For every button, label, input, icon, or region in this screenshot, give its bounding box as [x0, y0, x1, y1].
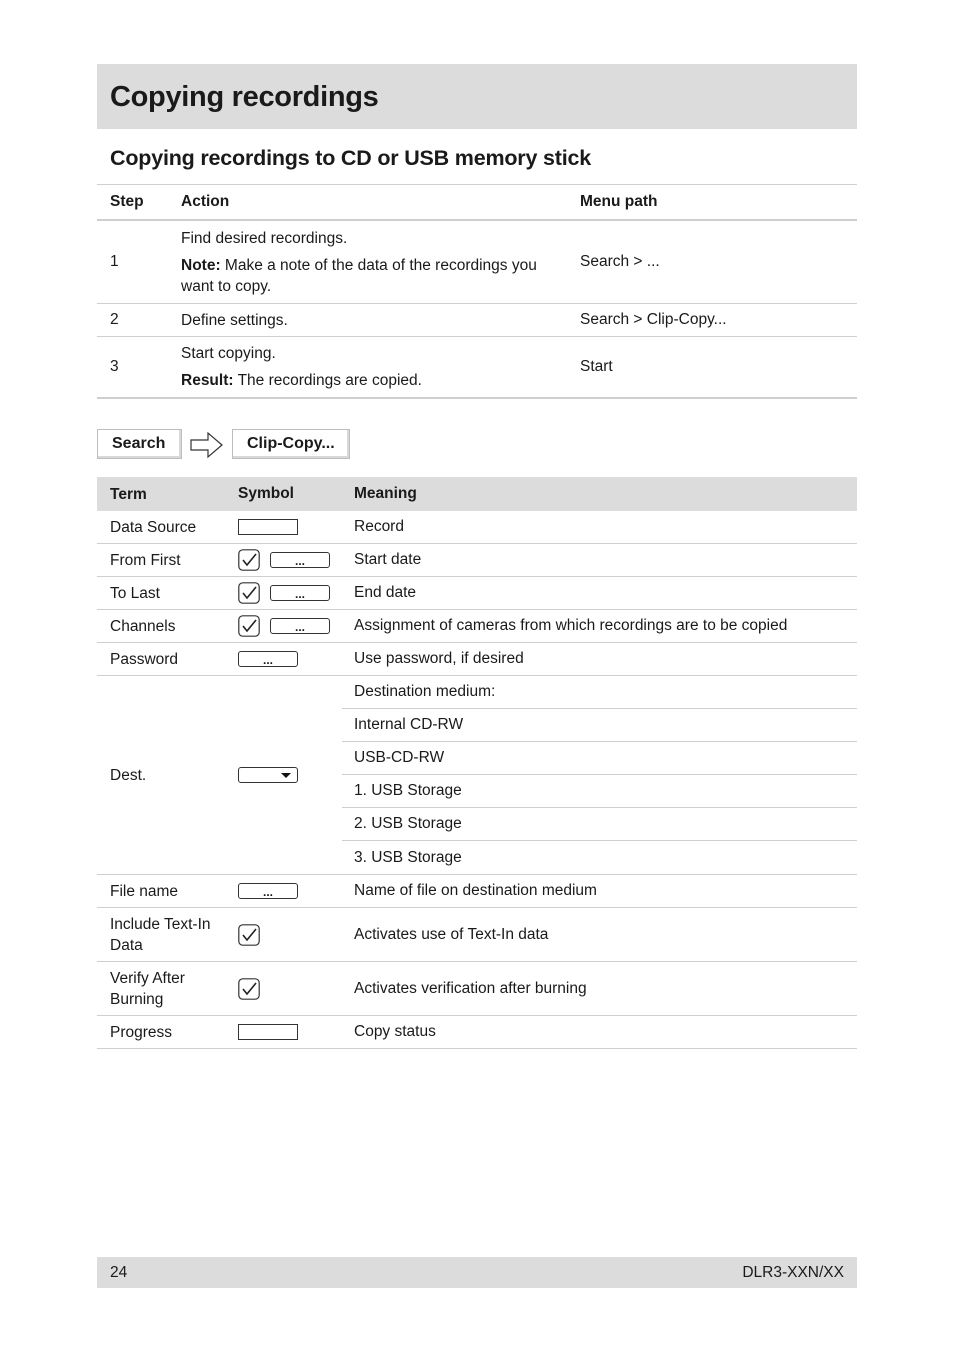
dest-option: Internal CD-RW — [342, 709, 857, 742]
steps-table — [97, 184, 857, 399]
result-body: The recordings are copied. — [237, 372, 422, 389]
result-label: Result: — [181, 372, 234, 389]
symbol — [225, 549, 342, 571]
note-text — [181, 255, 557, 297]
ellipsis-button-symbol — [238, 651, 298, 667]
field-symbol — [238, 1024, 298, 1040]
term: Progress — [110, 1023, 173, 1041]
header-term: Term — [110, 485, 147, 503]
step-menu-path: Search > ... — [580, 253, 660, 270]
model-number: DLR3-XXN/XX — [742, 1264, 844, 1281]
checkbox-icon — [238, 615, 260, 637]
symbol — [225, 676, 342, 874]
dropdown-symbol — [238, 767, 298, 783]
table-row — [97, 577, 857, 610]
term: Dest. — [110, 766, 147, 784]
checkbox-icon — [238, 924, 260, 946]
symbol — [225, 615, 342, 637]
meaning: Use password, if desired — [354, 650, 524, 667]
meaning: Name of file on destination medium — [354, 882, 597, 899]
dest-option: 2. USB Storage — [342, 808, 857, 841]
table-row — [97, 544, 857, 577]
term: Password — [110, 650, 179, 668]
table-row — [97, 610, 857, 643]
step-action — [181, 228, 567, 297]
header-meaning: Meaning — [354, 485, 417, 502]
section-title: Copying recordings to CD or USB memory stick — [110, 146, 592, 170]
table-row — [97, 908, 857, 962]
symbol — [225, 651, 342, 667]
terms-table — [97, 477, 857, 1049]
symbol — [225, 978, 342, 1000]
symbol — [225, 883, 342, 899]
crumb-clip-copy: Clip-Copy... — [232, 429, 350, 459]
note-label: Note: — [181, 256, 221, 274]
term: File name — [110, 882, 179, 900]
header-symbol: Symbol — [238, 485, 294, 502]
result-text — [181, 370, 557, 391]
checkbox-icon — [238, 549, 260, 571]
step-menu-path: Start — [580, 358, 613, 375]
page-footer — [97, 1257, 857, 1288]
table-row-dest — [97, 676, 857, 875]
meaning: Record — [354, 518, 404, 535]
checkbox-icon — [238, 978, 260, 1000]
meaning: End date — [354, 584, 417, 601]
checkbox-icon — [238, 582, 260, 604]
steps-header — [97, 184, 857, 221]
symbol — [225, 1024, 342, 1040]
table-row — [97, 643, 857, 676]
term: Data Source — [110, 518, 197, 536]
page-title: Copying recordings — [110, 81, 379, 113]
field-symbol — [238, 519, 298, 535]
table-row — [97, 962, 857, 1016]
action-text: Define settings. — [181, 311, 288, 329]
term: Include Text-In Data — [110, 915, 211, 954]
meaning: Copy status — [354, 1023, 436, 1040]
meaning: Start date — [354, 551, 422, 568]
dest-option: 1. USB Storage — [342, 775, 857, 808]
meaning: Assignment of cameras from which recordings are to be copied — [354, 617, 788, 634]
action-text: Start copying. — [181, 345, 276, 362]
header-menu-path: Menu path — [580, 193, 658, 210]
dest-option: 3. USB Storage — [354, 848, 462, 866]
ellipsis-button-symbol — [270, 585, 330, 601]
term: From First — [110, 551, 181, 569]
header-step: Step — [110, 193, 144, 210]
action-text: Find desired recordings. — [181, 229, 348, 247]
meaning: Activates use of Text-In data — [354, 925, 549, 943]
table-row — [97, 1016, 857, 1049]
header-action: Action — [181, 193, 230, 210]
arrow-right-icon — [190, 431, 224, 459]
symbol — [225, 924, 342, 946]
note-body: Make a note of the data of the recordings you want to copy. — [181, 256, 537, 295]
page-number: 24 — [110, 1264, 128, 1281]
title-bar — [97, 64, 857, 129]
term: Channels — [110, 617, 176, 635]
table-row — [97, 304, 857, 337]
meaning: Activates verification after burning — [354, 979, 587, 997]
crumb-search: Search — [97, 429, 182, 459]
symbol — [225, 582, 342, 604]
dest-option-heading: Destination medium: — [342, 676, 857, 709]
table-row — [97, 221, 857, 304]
step-number: 3 — [110, 358, 119, 375]
ellipsis-button-symbol — [270, 552, 330, 568]
term: Verify After Burning — [110, 969, 185, 1008]
term: To Last — [110, 584, 160, 602]
ellipsis-button-symbol — [238, 883, 298, 899]
table-row — [97, 875, 857, 908]
table-row — [97, 511, 857, 544]
table-row — [97, 337, 857, 399]
symbol — [225, 519, 342, 535]
step-action — [181, 310, 567, 331]
terms-header — [97, 477, 857, 511]
dest-options — [342, 676, 857, 874]
step-number: 2 — [110, 311, 119, 328]
step-number: 1 — [110, 253, 119, 270]
step-menu-path: Search > Clip-Copy... — [580, 311, 727, 328]
dest-option: USB-CD-RW — [342, 742, 857, 775]
ellipsis-button-symbol — [270, 618, 330, 634]
step-action — [181, 343, 567, 391]
